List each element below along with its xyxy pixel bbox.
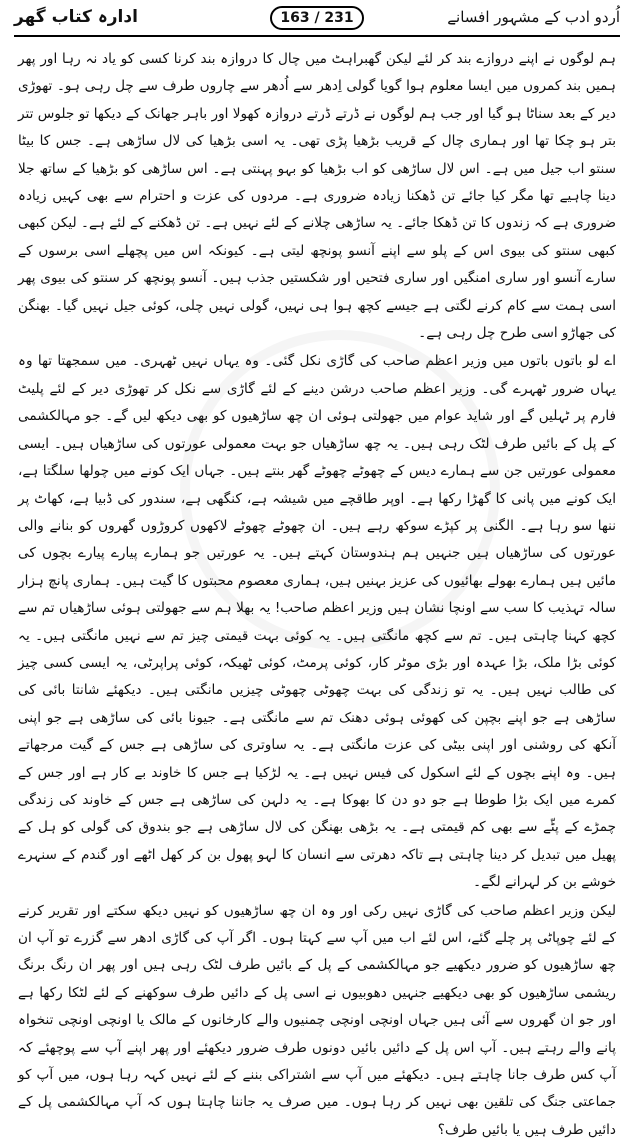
paragraph-1: ہم لوگوں نے اپنے دروازے بند کر لئے لیکن گھبراہٹ میں چال کا دروازہ بند کرنا کسی کو یاد نہ رہا اور پھر ہمیں بند کمروں میں ایسا معلوم ہوا گویا گولی اِدھر سے اُدھر سے چاروں طرف سے چل رہی ہو۔ تھوڑی دیر کے بعد سناٹا ہو گیا اور جب ہم لوگوں نے ڈرتے ڈرتے دروازہ کھولا اور باہر جھانک کے دیکھا تو جلوس تتر بتر ہو چکا تھا اور ہماری چال کے قریب بڑھیا پڑی تھی۔ یہ اسی بڑھیا کی لال ساڑھی ہے۔ جس کا بیٹا سنتو اب جیل میں ہے۔ اس لال ساڑھی کو اب بڑھیا کو بہو پہنتی ہے۔ اس ساڑھی کو بڑھیا کے ساتھ جلا دینا چاہیے تھا مگر کیا جائے تن ڈھکنا زیادہ ضروری ہے۔ مردوں کی عزت و احترام سے بھی کہیں زیادہ ضروری ہے کہ زندوں کا تن ڈھکا جائے۔ یہ ساڑھی چلانے کے لئے نہیں ہے۔ تن ڈھکنے کے لئے ہے۔ لیکن کبھی کبھی سنتو کی بیوی اس کے پلو سے اپنے آنسو پونچھ لیتی ہے۔ کیونکہ اس میں پچھلے اسی برسوں کے سارے آنسو اور ساری امنگیں اور ساری فتحیں اور شکستیں جذب ہیں۔ آنسو پونچھ کر سنتو کی بیوی پھر اسی ہمت سے کام کرنے لگتی ہے جیسے کچھ ہوا ہی نہیں، گولی نہیں چلی، کوئی جیل نہیں گیا۔ بھنگن کی جھاڑو اسی طرح چل رہی ہے۔ — [18, 51, 616, 342]
page-header — [14, 6, 620, 32]
publisher-name: ادارہ کتاب گھر — [14, 7, 138, 27]
book-title: اُردو ادب کے مشہور افسانے — [447, 8, 620, 26]
page-number-badge: 163 / 231 — [270, 6, 364, 30]
paragraph-3: لیکن وزیر اعظم صاحب کی گاڑی نہیں رکی اور وہ ان چھ ساڑھیوں کو نہیں دیکھ سکتے اور تقریر کرنے کے لئے چوپاٹی پر چلے گئے، اس لئے اب میں آپ سے کہتا ہوں۔ اگر آپ کی گاڑی ادھر سے گزرے تو آپ ان چھ ساڑھیوں کو ضرور دیکھیے جو مہالکشمی کے پل کے بائیں طرف لٹک رہی ہیں اور پھر ان رنگ برنگ ریشمی ساڑھیوں کو بھی دیکھیے جنہیں دھوبیوں نے اسی پل کے دائیں طرف سوکھنے کے لئے لٹکا رکھا ہے اور جو ان گھروں سے آئی ہیں جہاں اونچی اونچی چمنیوں والے کارخانوں کے مالک یا اونچی اونچی تنخواہ پانے والے رہتے ہیں۔ آپ اس پل کے دائیں بائیں دونوں طرف ضرور دیکھئے اور پھر اپنے آپ سے پوچھئے کہ آپ کس طرف جانا چاہتے ہیں۔ دیکھئے میں آپ سے اشتراکی بننے کے لئے نہیں کہہ رہا ہوں، میں آپ کو جماعتی جنگ کی تلقین بھی نہیں کر رہا ہوں۔ میں صرف یہ جاننا چاہتا ہوں کہ آپ مہالکشمی پل کے دائیں طرف ہیں یا بائیں طرف؟ — [18, 902, 616, 1138]
page-body — [18, 46, 616, 1138]
header-divider — [14, 35, 620, 37]
paragraph-2: اے لو باتوں باتوں میں وزیر اعظم صاحب کی گاڑی نکل گئی۔ وہ یہاں نہیں ٹھہری۔ میں سمجھتا تھا وہ یہاں ضرور ٹھہرے گی۔ وزیر اعظم صاحب درشن دینے کے لئے گاڑی سے نکل کر تھوڑی دیر کے لئے پلیٹ فارم پر ٹہلیں گے اور شاید عوام میں جھولتی ہوئی ان چھ ساڑھیوں کو بھی دیکھ لیں گے۔ جو مہالکشمی کے پل کے بائیں طرف لٹک رہی ہیں۔ یہ چھ ساڑھیاں جو بہت معمولی عورتوں کی ساڑھیاں ہیں۔ ایسی معمولی عورتیں جن سے ہمارے دیس کے چھوٹے چھوٹے گھر بنتے ہیں۔ جہاں ایک کونے میں چولھا سلگتا ہے، ایک کونے میں پانی کا گھڑا رکھا ہے۔ اوپر طاقچے میں شیشہ ہے، کنگھی ہے، سندور کی ڈبیا ہے، کھاٹ پر ننھا سو رہا ہے۔ الگنی پر کپڑے سوکھ رہے ہیں۔ ان چھوٹے چھوٹے لاکھوں کروڑوں گھروں کو بنانے والی عورتوں کی ساڑھیاں ہیں جنہیں ہم ہندوستان کہتے ہیں۔ یہ عورتیں جو ہمارے پیارے پیارے بچوں کی مائیں ہیں ہمارے بھولے بھائیوں کی عزیز بہنیں ہیں، ہماری معصوم محبتوں کا گیت ہیں۔ ہماری پانچ ہزار سالہ تہذیب کا سب سے اونچا نشان ہیں وزیر اعظم صاحب! یہ بھلا ہم سے جھولتی ہوئی ساڑھیاں تم سے کچھ کہنا چاہتی ہیں۔ تم سے کچھ مانگتی ہیں۔ یہ کوئی بہت قیمتی چیز تم سے نہیں مانگتی ہیں۔ یہ کوئی بڑا ملک، بڑا عہدہ اور بڑی موٹر کار، کوئی پرمٹ، کوئی ٹھیکہ، کوئی پراپرٹی، یہ ایسی کسی چیز کی طالب نہیں ہیں۔ یہ تو زندگی کی بہت چھوٹی چھوٹی چیزیں مانگتی ہیں۔ دیکھئے شانتا بائی کی ساڑھی ہے جو اپنے بچپن کی کھوئی ہوئی دھنک تم سے مانگتی ہے۔ جیونا بائی کی ساڑھی ہے جو اپنی آنکھ کی روشنی اور اپنی بیٹی کی عزت مانگتی ہے۔ یہ ساوتری کی ساڑھی ہے جس کے گیت مرجھاتے ہیں۔ وہ اپنے بچوں کے لئے اسکول کی فیس نہیں ہے۔ یہ لڑکیا ہے جس کا خاوند بے کار ہے اور جس کے کمرے میں ایک بڑا طوطا ہے جو دو دن کا بھوکا ہے۔ یہ دلہن کی ساڑھی ہے جس کے خاوند کی زندگی چمڑے کے پٹّے سے بھی کم قیمتی ہے۔ یہ بڑھی بھنگن کی لال ساڑھی ہے جو بندوق کی گولی کو ہل کے پھیل میں تبدیل کر دینا چاہتی ہے تاکہ دھرتی سے انسان کا لہو پھول بن کر کھل اٹھے اور گندم کے سنہرے خوشے بن کر لہرانے لگے۔ — [18, 353, 616, 891]
